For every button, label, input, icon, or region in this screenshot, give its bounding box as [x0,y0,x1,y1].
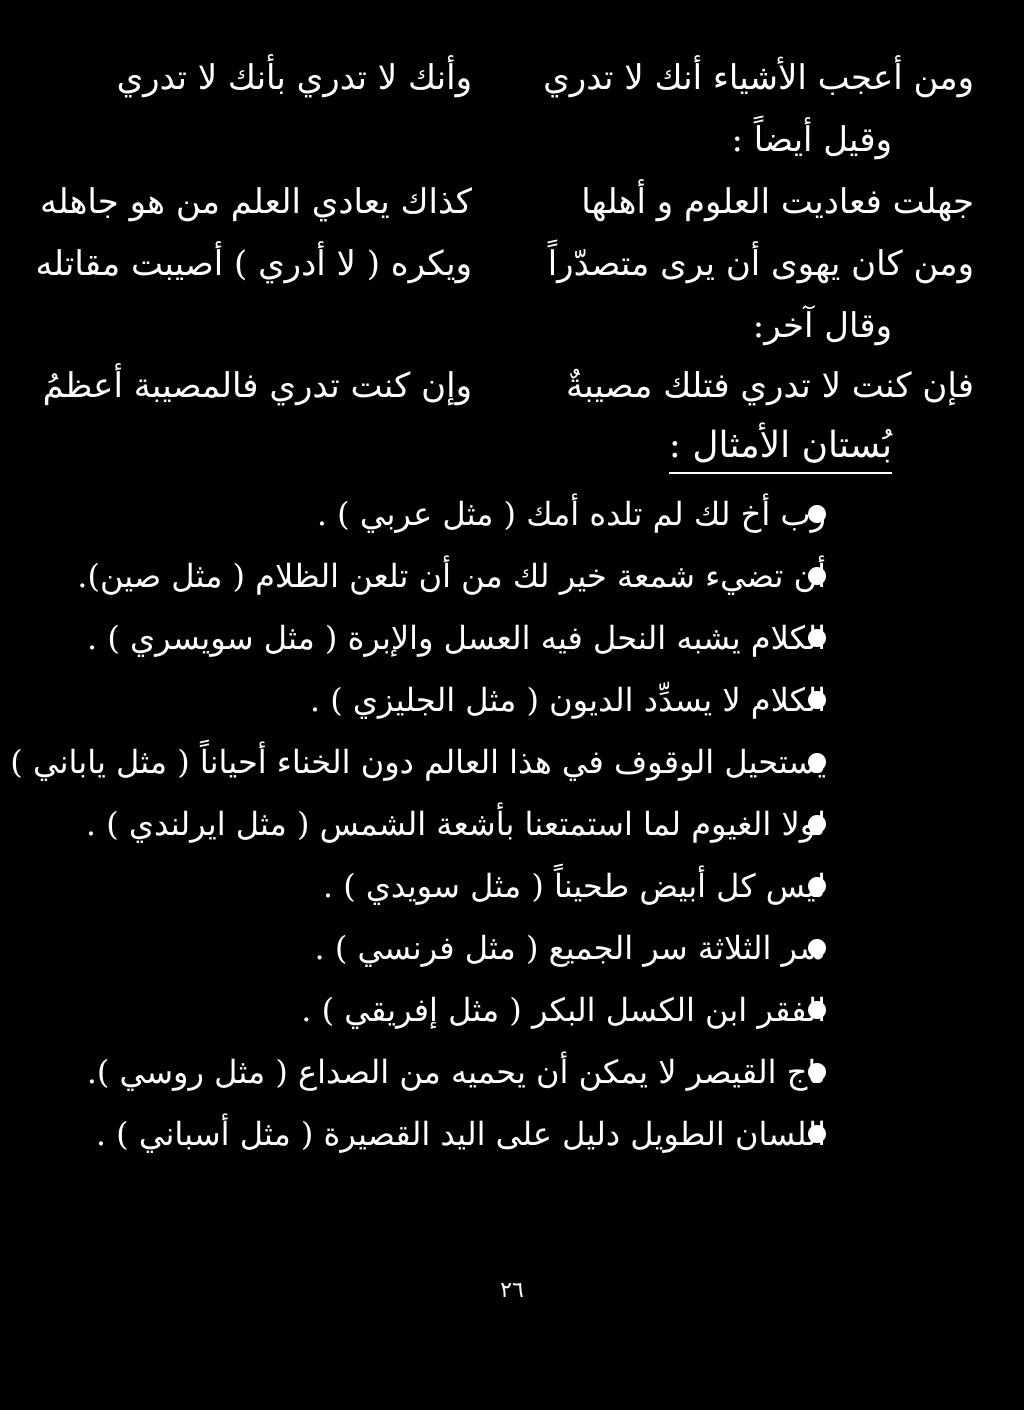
verse-intro-2: وقال آخر: [752,306,892,346]
proverbs-heading: بُستان الأمثال : [669,424,892,474]
verse-3-right: ومن كان يهوى أن يرى متصدّراً [547,244,974,284]
list-item: رب أخ لك لم تلده أمك ( مثل عربي ) . [316,495,826,533]
list-item: أن تضيء شمعة خير لك من أن تلعن الظلام ( مثل صين). [77,557,826,595]
list-item: اللسان الطويل دليل على اليد القصيرة ( مثل أسباني ) . [95,1115,826,1153]
verse-4-left: وإن كنت تدري فالمصيبة أعظمُ [42,366,472,406]
verse-2-left: كذاك يعادي العلم من هو جاهله [40,182,472,222]
verse-1-left: وأنك لا تدري بأنك لا تدري [116,58,472,98]
list-item: ليس كل أبيض طحيناً ( مثل سويدي ) . [322,867,826,905]
verse-3-left: ويكره ( لا أدري ) أصيبت مقاتله [35,244,472,284]
list-item: تاج القيصر لا يمكن أن يحميه من الصداع ( مثل روسي ). [86,1053,826,1091]
list-item: الكلام لا يسدِّد الديون ( مثل الجليزي ) . [309,681,826,719]
verse-2-right: جهلت فعاديت العلوم و أهلها [581,182,974,222]
list-item: لولا الغيوم لما استمتعنا بأشعة الشمس ( مثل ايرلندي ) . [85,805,826,843]
page-number: ٢٦ [500,1278,524,1303]
verse-4-right: فإن كنت لا تدري فتلك مصيبةٌ [565,366,974,406]
list-item: سر الثلاثة سر الجميع ( مثل فرنسي ) . [314,929,826,967]
list-item: الفقر ابن الكسل البكر ( مثل إفريقي ) . [301,991,826,1029]
verse-1-right: ومن أعجب الأشياء أنك لا تدري [543,58,974,98]
list-item: يستحيل الوقوف في هذا العالم دون الخناء أحياناً ( مثل ياباني ) [10,743,826,781]
list-item: الكلام يشبه النحل فيه العسل والإبرة ( مثل سويسري ) . [87,619,826,657]
verse-intro-1: وقيل أيضاً : [731,120,892,160]
